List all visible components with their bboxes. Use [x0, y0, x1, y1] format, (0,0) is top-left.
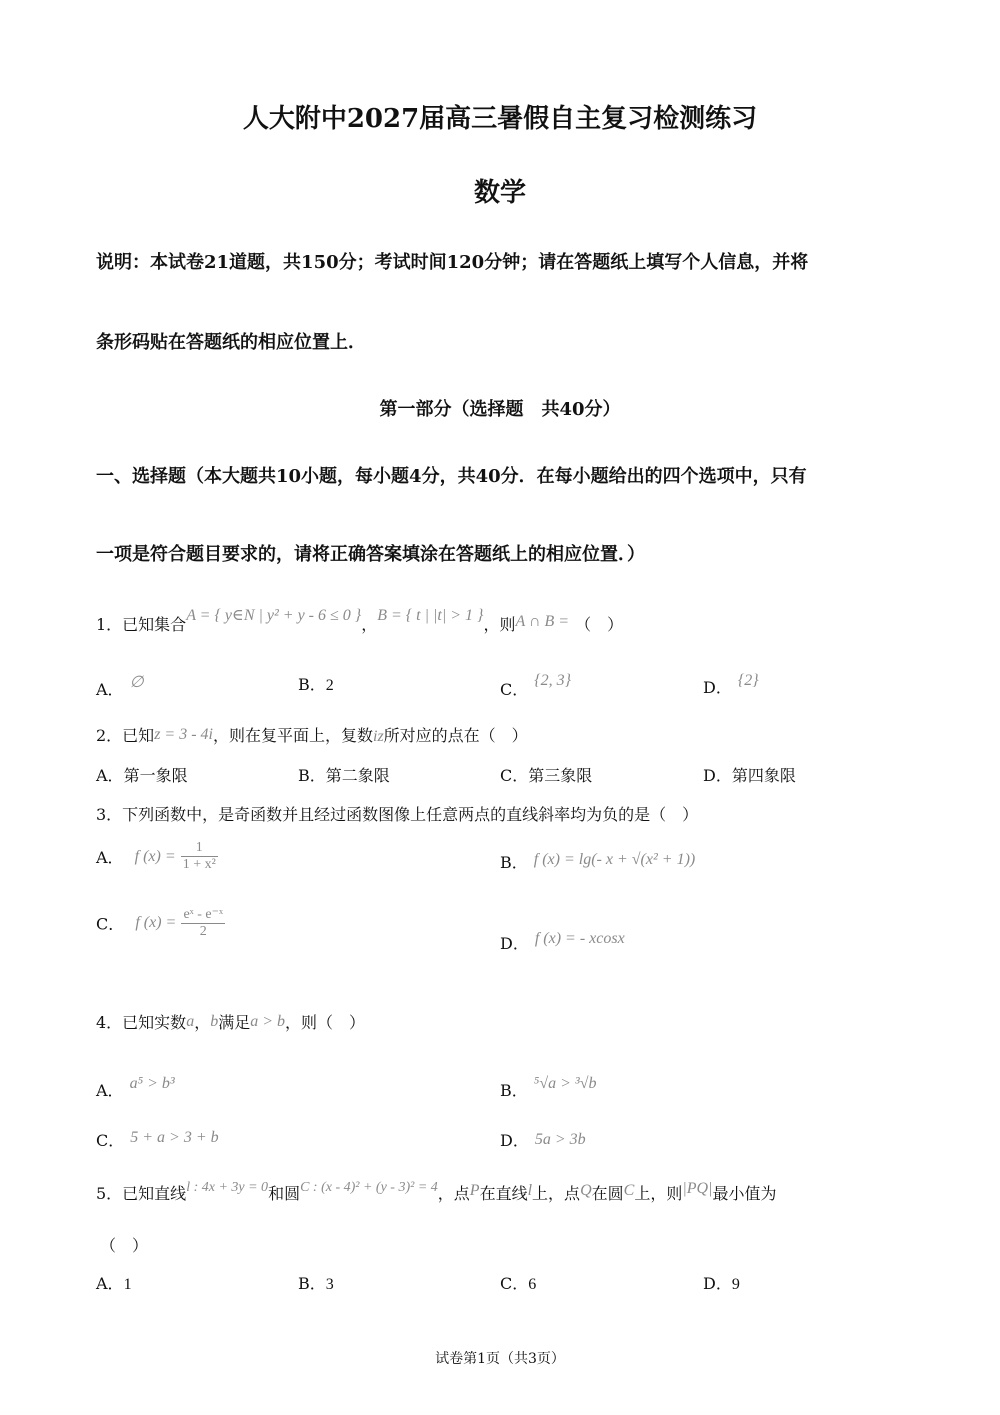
page-footer: 试卷第1页（共3页） — [435, 1351, 565, 1367]
q3-option-d: D． f (x) = - xcosx — [500, 930, 625, 953]
q5-option-a: A．1 — [96, 1274, 132, 1293]
exam-title: 人大附中2027届高三暑假自主复习检测练习 — [242, 104, 758, 134]
part1-heading: 第一部分（选择题 共40分） — [379, 399, 621, 420]
q1-option-c: C． {2, 3} — [500, 672, 572, 699]
q4-option-b: B． ⁵√a > ³√b — [500, 1075, 597, 1100]
question-2-stem: 2．已知z = 3 - 4i，则在复平面上，复数iz所对应的点在（ ） — [96, 726, 528, 745]
subject-title: 数学 — [473, 178, 526, 208]
q1-set-a: A = { y∈N | y² + y - 6 ≤ 0 } — [186, 607, 362, 624]
q3-a-fraction: $\frac{1}{\text{1 + x²}}$ — [182, 840, 216, 872]
q2-option-c: C．第三象限 — [500, 766, 593, 785]
q4-option-d: D． 5a > 3b — [500, 1131, 586, 1150]
q1-mid: ，则 — [483, 615, 516, 634]
q3-option-b: B． f (x) = lg(- x + √(x² + 1)) — [500, 851, 696, 872]
q2-option-a: A．第一象限 — [96, 766, 188, 785]
q1-option-d: D． {2} — [703, 672, 759, 697]
q3-c-fraction: $\frac{\text{eˣ - e⁻ˣ}}{2}$ — [183, 907, 224, 939]
q1-option-a: A． ∅ — [96, 674, 144, 699]
section-instructions-line-2: 一项是符合题目要求的，请将正确答案填涂在答题纸上的相应位置．） — [96, 544, 645, 565]
q1-expr: A ∩ B = — [515, 613, 570, 630]
q5-bracket: （ ） — [100, 1236, 149, 1255]
q3-option-a: A． f (x) = $\frac{1}{\text{1 + x²}}$ — [96, 840, 216, 872]
q4-option-c: C． 5 + a > 3 + b — [96, 1129, 219, 1150]
q3-option-c: C． f (x) = $\frac{\text{eˣ - e⁻ˣ}}{2}$ — [96, 907, 224, 939]
section-instructions-line-1: 一、选择题（本大题共10小题，每小题4分，共40分．在每小题给出的四个选项中，只有 — [96, 466, 807, 487]
q1-set-b: B = { t | |t| > 1 } — [377, 607, 484, 624]
q1-prefix: 1．已知集合 — [96, 615, 187, 634]
question-1-stem — [96, 605, 623, 635]
instructions-line-2: 条形码贴在答题纸的相应位置上． — [96, 332, 366, 353]
q1-bracket: （ ） — [575, 615, 624, 634]
q1-option-b: B．2 — [298, 675, 334, 694]
instructions-line-1: 说明：本试卷21道题，共150分；考试时间120分钟；请在答题纸上填写个人信息，并将 — [96, 252, 809, 273]
q5-option-d: D．9 — [703, 1274, 740, 1293]
q4-option-a: A． a⁵ > b³ — [96, 1075, 175, 1100]
q1-comma: ， — [361, 615, 378, 634]
question-3-stem: 3．下列函数中，是奇函数并且经过函数图像上任意两点的直线斜率均为负的是（ ） — [96, 805, 699, 824]
q2-option-b: B．第二象限 — [298, 766, 390, 785]
q5-option-c: C．6 — [500, 1274, 537, 1293]
q5-option-b: B．3 — [298, 1274, 334, 1293]
question-4-stem: 4．已知实数a，b满足a > b，则（ ） — [96, 1013, 366, 1032]
q2-option-d: D．第四象限 — [703, 766, 796, 785]
question-5-stem: 5．已知直线l : 4x + 3y = 0和圆C : (x - 4)² + (y - 3)² = 4，点P在直线l上，点Q在圆C上，则|PQ|最小值为 — [96, 1180, 777, 1203]
